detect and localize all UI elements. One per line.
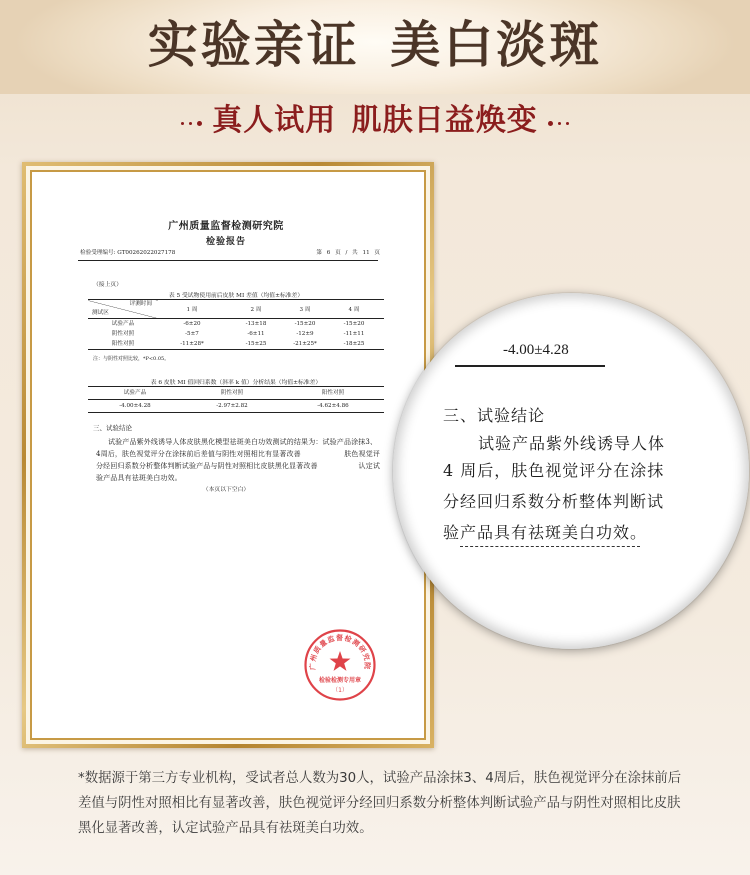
table-cell: -4.00±4.28	[119, 403, 151, 409]
subtitle: 真人试用 肌肤日益焕变	[212, 103, 538, 138]
table-cell: -5±7	[185, 331, 199, 337]
dot-icon	[566, 122, 569, 125]
right-dots-decoration	[548, 117, 569, 126]
report-page	[30, 170, 426, 740]
table-cell: -6±20	[183, 321, 201, 327]
magnified-table-value: -4.00±4.28	[503, 342, 569, 358]
dashed-underline	[460, 546, 640, 547]
frame-mat	[26, 166, 430, 744]
table-cell: -4.62±4.86	[317, 403, 349, 409]
left-dots-decoration	[181, 117, 202, 126]
dot-icon	[181, 122, 184, 125]
report-title: 检验报告	[205, 237, 246, 247]
magnified-line: 4 周后，肤色视觉评分在涂抹	[443, 461, 665, 480]
table-cell: -11±28*	[180, 341, 204, 347]
conclusion-heading: 三、试验结论	[93, 424, 132, 432]
seal-number: （1）	[332, 687, 348, 694]
table-cell: -2.97±2.82	[216, 403, 248, 409]
table-5-note: 注：与阴性对照比较，*P<0.05。	[93, 356, 170, 362]
conclusion-line: 试验产品紫外线诱导人体皮肤黑化模型祛斑美白功效测试的结果为：试验产品涂抹3、	[108, 438, 378, 446]
conclusion-line-tail: 肤色视觉评	[344, 450, 380, 458]
magnified-line: 验产品具有祛斑美白功效。	[443, 523, 648, 542]
table-5-caption: 表 5 受试物使用前后皮肤 MI 差值（均值±标准差）	[168, 293, 304, 299]
dot-icon	[197, 121, 202, 126]
table-row	[88, 339, 384, 350]
conclusion-line: 分经回归系数分析整体判断试验产品与阴性对照相比皮肤黑化显著改善	[96, 462, 318, 470]
seal-inner-text: 检验检测专用章	[318, 677, 362, 684]
seal-ring-textpath: 广州质量监督检测研究院	[308, 634, 372, 671]
star-icon	[330, 651, 351, 671]
receipt-number: 检验受理编号: GT00262022027178	[80, 250, 176, 256]
table-6	[88, 386, 384, 413]
conclusion-line: 验产品具有祛斑美白功效。	[96, 474, 182, 482]
footnote	[78, 766, 698, 841]
row-label: 阴性对照	[111, 331, 135, 337]
column-header: 1 周	[158, 300, 226, 319]
table-cell: -13±18	[245, 321, 267, 327]
column-header: 试验产品	[88, 387, 182, 400]
magnifier-lens	[393, 293, 749, 649]
column-header: 阳性对照	[282, 387, 384, 400]
table-cell: -6±11	[247, 331, 265, 337]
table-5	[88, 299, 384, 350]
table-corner-cell	[88, 300, 158, 319]
table-cell: -21±25*	[293, 341, 317, 347]
table-6-caption: 表 6 皮肤 MI 值回归系数（斜率 k 值）分析结果（均值±标准差）	[150, 380, 322, 386]
blank-page-note: （本页以下空白）	[202, 487, 250, 493]
gold-frame	[22, 162, 434, 748]
column-header: 4 周	[324, 300, 384, 319]
table-row	[88, 400, 384, 413]
institute-name: 广州质量监督检测研究院	[168, 221, 284, 232]
conclusion-line: 4周后，肤色视觉评分在涂抹前后差值与阴性对照相比有显著改善	[96, 450, 301, 458]
table-header-row	[88, 300, 384, 319]
magnified-line: 试验产品紫外线诱导人体	[478, 434, 666, 453]
table-cell: -15±20	[343, 321, 365, 327]
table-row	[88, 329, 384, 339]
table-header-row	[88, 387, 384, 400]
footnote-line: *数据源于第三方专业机构，受试者总人数为30人，试验产品涂抹3、4周后，肤色视觉评分在涂抹前后	[78, 771, 682, 786]
official-seal	[303, 628, 377, 702]
continued-label: （接上页）	[93, 282, 122, 288]
column-header: 2 周	[226, 300, 286, 319]
column-header: 阴性对照	[182, 387, 282, 400]
subtitle-row	[0, 100, 750, 142]
page-info: 第 6 页 / 共 11 页	[316, 250, 380, 256]
corner-bottom-label: 测试区	[92, 310, 109, 316]
footnote-line: 黑化显著改善，认定试验产品具有祛斑美白功效。	[78, 821, 373, 836]
corner-top-label: 评测时间	[129, 301, 152, 307]
header-rule	[78, 260, 378, 261]
dot-icon	[558, 122, 561, 125]
magnified-line: 分经回归系数分析整体判断试	[443, 492, 665, 511]
footnote-line: 差值与阴性对照相比有显著改善，肤色视觉评分经回归系数分析整体判断试验产品与阴性对照相比皮肤	[78, 796, 681, 811]
dot-icon	[548, 121, 553, 126]
table-cell: -15±20	[294, 321, 316, 327]
conclusion-line-tail: 认定试	[358, 462, 380, 470]
table-cell: -11±11	[343, 331, 365, 337]
dot-icon	[189, 122, 192, 125]
table-cell: -18±25	[343, 341, 365, 347]
row-label: 试验产品	[111, 321, 135, 327]
table-cell: -15±25	[245, 341, 267, 347]
magnified-table-rule	[455, 365, 605, 367]
table-row	[88, 319, 384, 330]
magnified-heading: 三、试验结论	[443, 406, 546, 425]
column-header: 3 周	[286, 300, 324, 319]
page-title: 实验亲证 美白淡斑	[147, 15, 603, 74]
row-label: 阳性对照	[111, 341, 135, 347]
table-cell: -12±9	[296, 331, 314, 337]
